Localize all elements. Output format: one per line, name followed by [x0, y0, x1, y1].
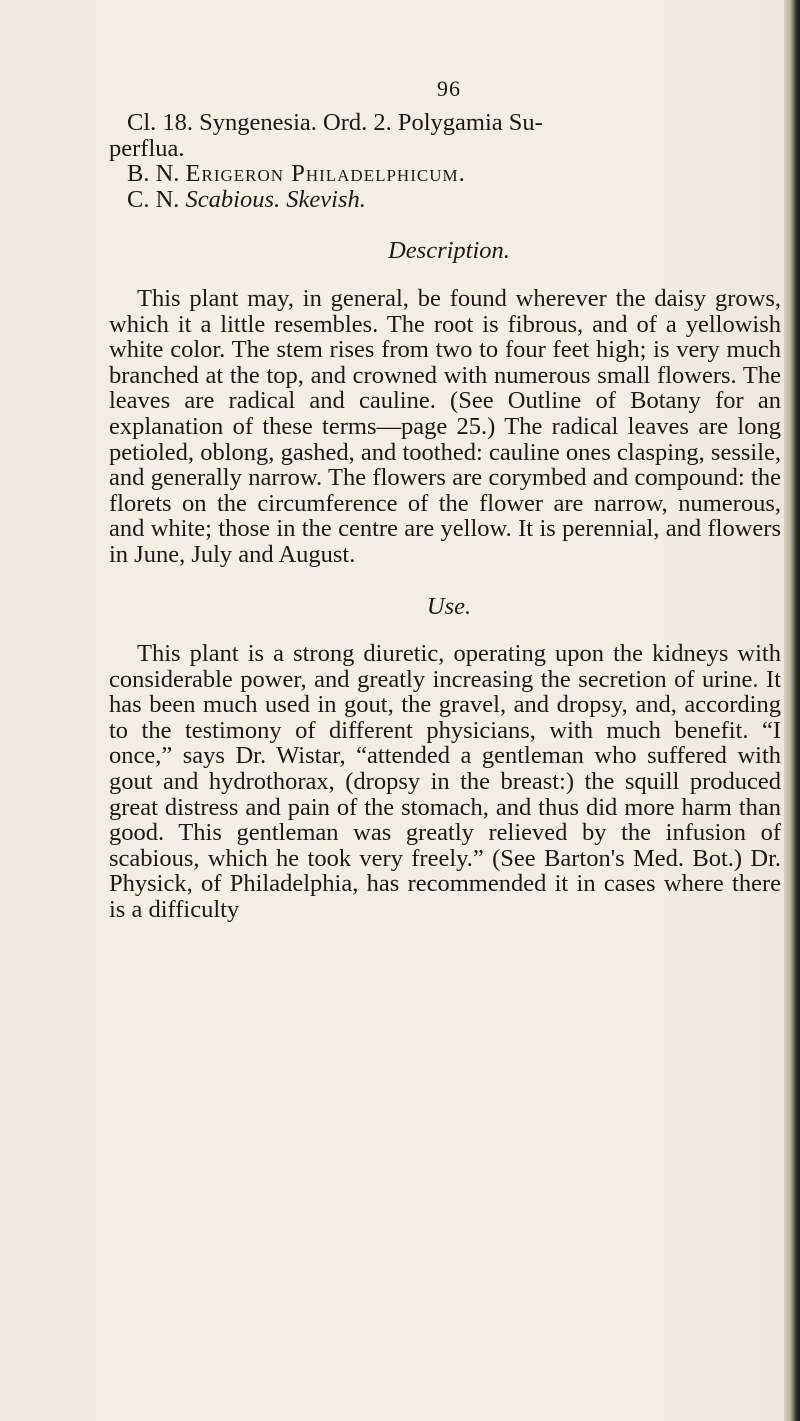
botanical-name-line [109, 161, 781, 187]
class-continued: perflua. [109, 134, 185, 162]
page-number: 96 [437, 76, 461, 101]
description-paragraph: This plant may, in general, be found wherever the daisy grows, which it a little resembles. The root is fibrous, and of a yellowish white color. The stem rises from two to four feet high; is very much branched at the top, and crowned with numerous small flowers. The leaves are radical and cauline. (See Outline of Botany for an explanation of these terms—page 25.) The radical leaves are long petioled, oblong, gashed, and toothed: cauline ones clasping, sessile, and generally narrow. The flowers are corymbed and compound: the florets on the circumference of the flower are narrow, numerous, and white; those in the centre are yellow. It is perennial, and flowers in June, July and August. [109, 284, 781, 568]
common-name: Scabious. Skevish. [185, 185, 366, 213]
page-text [109, 76, 781, 923]
class-body: Syngenesia. Ord. 2. Polygamia Su- [199, 109, 543, 136]
section-heading-description: Description. [388, 237, 510, 265]
common-prefix: C. N. [127, 185, 180, 213]
class-prefix: Cl. 18. [127, 109, 194, 136]
classification-line-continued [109, 136, 781, 162]
section-heading-use: Use. [426, 592, 472, 620]
botanical-prefix: B. N. [127, 160, 180, 188]
page-edge-shadow [784, 0, 800, 1421]
use-paragraph: This plant is a strong diuretic, operating upon the kidneys with considerable power, and greatly increasing the secretion of urine. It has been much used in gout, the gravel, and dropsy, and, according to the testimony of different physicians, with much benefit. “I once,” says Dr. Wistar, “attended a gentleman who suffered with gout and hydrothorax, (dropsy in the breast:) the squill produced great distress and pain of the stomach, and thus did more harm than good. This gentleman was greatly relieved by the infusion of scabious, which he took very freely.” (See Barton's Med. Bot.) Dr. Physick, of Philadelphia, has recommended it in cases where there is a difficulty [109, 640, 781, 924]
common-name-line [109, 187, 781, 213]
classification-line [109, 110, 781, 136]
botanical-name: Erigeron Philadelphicum. [185, 160, 466, 188]
